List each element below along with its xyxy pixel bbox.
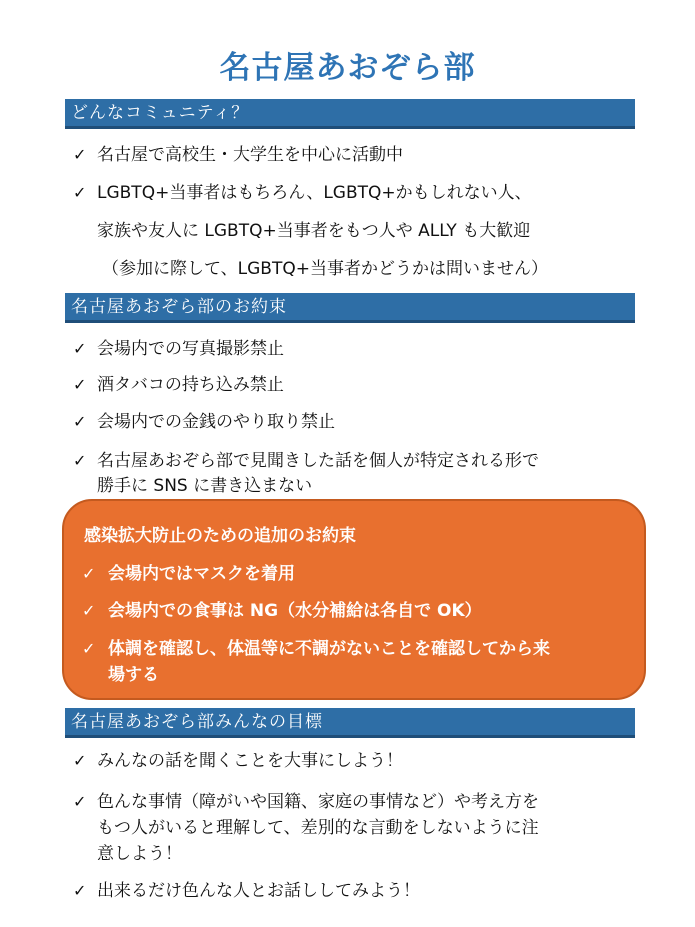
check-icon: ✓ xyxy=(73,145,87,164)
promise-item-2: 酒タバコの持ち込み禁止 xyxy=(97,375,284,395)
check-icon: ✓ xyxy=(73,183,87,202)
check-icon: ✓ xyxy=(73,751,87,770)
goals-item-3: 出来るだけ色んな人とお話ししてみよう！ xyxy=(97,881,420,901)
infection-item-1: 会場内ではマスクを着用 xyxy=(108,564,295,584)
section-header-promise: 名古屋あおぞら部のお約束 xyxy=(65,293,635,323)
community-item-2-note: （参加に際して、LGBTQ+当事者かどうかは問いません） xyxy=(102,259,548,279)
community-item-2: LGBTQ+当事者はもちろん、LGBTQ+かもしれない人、 xyxy=(97,183,532,203)
community-item-2-line2: 家族や友人に LGBTQ+当事者をもつ人や ALLY も大歓迎 xyxy=(97,221,531,241)
community-item-1: 名古屋で高校生・大学生を中心に活動中 xyxy=(97,145,403,165)
check-icon: ✓ xyxy=(82,564,96,583)
infection-box-title: 感染拡大防止のための追加のお約束 xyxy=(84,526,356,546)
check-icon: ✓ xyxy=(73,375,87,394)
check-icon: ✓ xyxy=(73,792,87,811)
infection-item-3: 体調を確認し、体温等に不調がないことを確認してから来 xyxy=(108,639,550,659)
goals-item-2-line2: もつ人がいると理解して、差別的な言動をしないように注 xyxy=(97,818,539,838)
check-icon: ✓ xyxy=(82,601,96,620)
goals-item-2: 色んな事情（障がいや国籍、家庭の事情など）や考え方を xyxy=(97,792,539,812)
promise-item-3: 会場内での金銭のやり取り禁止 xyxy=(97,412,335,432)
check-icon: ✓ xyxy=(73,339,87,358)
page-title: 名古屋あおぞら部 xyxy=(219,50,476,86)
goals-item-2-line3: 意しよう！ xyxy=(97,844,182,864)
promise-item-4: 名古屋あおぞら部で見聞きした話を個人が特定される形で xyxy=(97,451,539,471)
check-icon: ✓ xyxy=(73,881,87,900)
promise-item-1: 会場内での写真撮影禁止 xyxy=(97,339,284,359)
check-icon: ✓ xyxy=(73,451,87,470)
check-icon: ✓ xyxy=(73,412,87,431)
infection-item-2: 会場内での食事は NG（水分補給は各自で OK） xyxy=(108,601,482,621)
infection-prevention-box xyxy=(62,499,646,700)
goals-item-1: みんなの話を聞くことを大事にしよう！ xyxy=(97,751,403,771)
infection-item-3-line2: 場する xyxy=(108,665,159,685)
promise-item-4-line2: 勝手に SNS に書き込まない xyxy=(97,476,313,496)
section-header-community: どんなコミュニティ？ xyxy=(65,99,635,129)
section-header-goals: 名古屋あおぞら部みんなの目標 xyxy=(65,708,635,738)
check-icon: ✓ xyxy=(82,639,96,658)
